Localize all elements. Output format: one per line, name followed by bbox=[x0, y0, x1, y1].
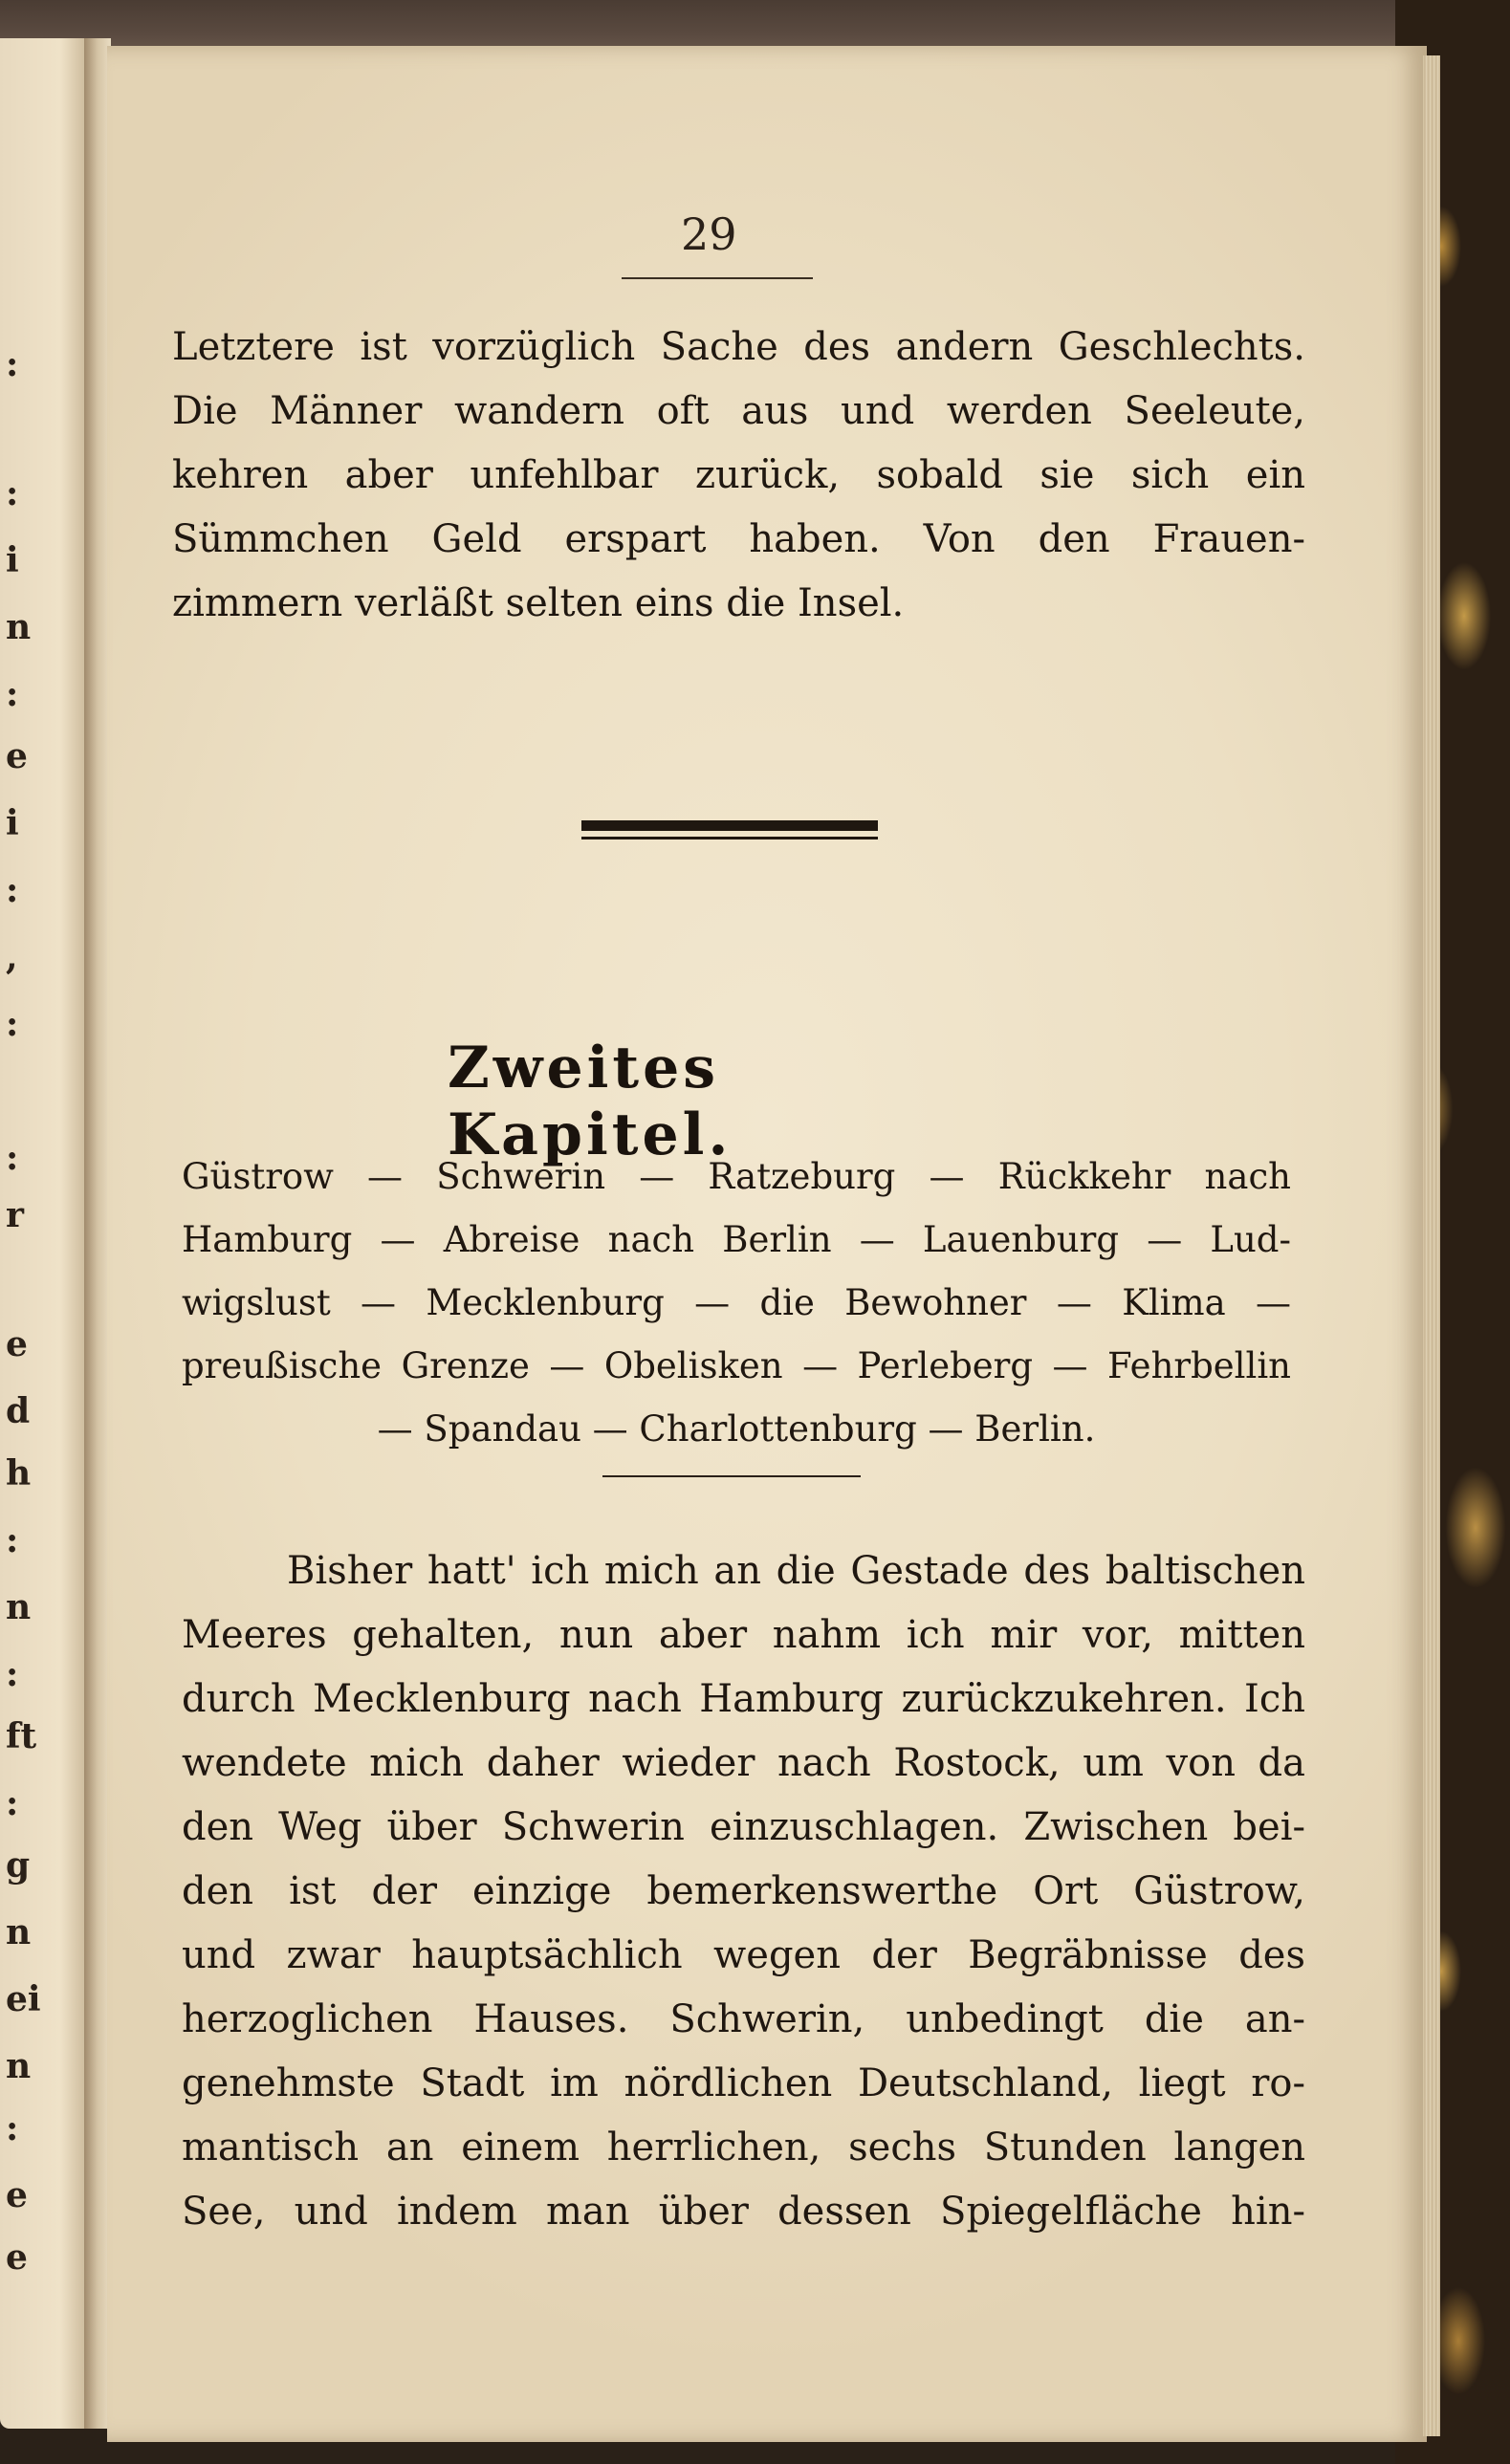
fragment: n bbox=[6, 1587, 32, 1627]
fragment: : bbox=[6, 2108, 19, 2148]
fragment: r bbox=[6, 1195, 24, 1235]
summary-line: Güstrow — Schwerin — Ratzeburg — Rückkehr nach bbox=[182, 1156, 1291, 1197]
text-line: Die Männer wandern oft aus und werden Seeleute, bbox=[172, 389, 1305, 433]
summary-line: Hamburg — Abreise nach Berlin — Lauenburg — Lud- bbox=[182, 1219, 1291, 1260]
fragment: e bbox=[6, 2237, 28, 2278]
text-line: Letztere ist vorzüglich Sache des andern Geschlechts. bbox=[172, 325, 1305, 369]
text-line: den ist der einzige bemerkenswerthe Ort Güstrow, bbox=[182, 1869, 1305, 1913]
page-edges bbox=[1423, 55, 1440, 2436]
chapter-title: Zweites Kapitel. bbox=[448, 1035, 733, 1168]
text-line: genehmste Stadt im nördlichen Deutschland, liegt ro- bbox=[182, 2061, 1305, 2105]
text-line: den Weg über Schwerin einzuschlagen. Zwischen bei- bbox=[182, 1805, 1305, 1849]
summary-line: wigslust — Mecklenburg — die Bewohner — Klima — bbox=[182, 1282, 1291, 1323]
section-rule bbox=[602, 1475, 861, 1477]
text-line: herzoglichen Hauses. Schwerin, unbedingt die an- bbox=[182, 1997, 1305, 2041]
previous-page-edge bbox=[0, 38, 86, 2429]
fragment: i bbox=[6, 540, 19, 580]
body-paragraph bbox=[182, 1539, 1305, 2244]
top-paragraph bbox=[172, 316, 1305, 636]
fragment: e bbox=[6, 1324, 28, 1364]
fragment: : bbox=[6, 1520, 19, 1560]
fragment: ft bbox=[6, 1716, 37, 1756]
fragment: : bbox=[6, 1138, 19, 1178]
fragment: e bbox=[6, 2175, 28, 2215]
summary-line: preußische Grenze — Obelisken — Perleberg — Fehrbellin bbox=[182, 1345, 1291, 1386]
text-line: Sümmchen Geld erspart haben. Von den Frauen- bbox=[172, 517, 1305, 561]
fragment: ei bbox=[6, 1979, 41, 2019]
page-number: 29 bbox=[681, 208, 737, 260]
text-line: zimmern verläßt selten eins die Insel. bbox=[172, 581, 905, 625]
fragment: : bbox=[6, 1004, 19, 1044]
text-line: kehren aber unfehlbar zurück, sobald sie sich ein bbox=[172, 453, 1305, 497]
text-line: Bisher hatt' ich mich an die Gestade des baltischen bbox=[287, 1549, 1305, 1593]
header-rule bbox=[622, 277, 813, 279]
text-line: See, und indem man über dessen Spiegelfläche hin- bbox=[182, 2190, 1305, 2234]
text-line: wendete mich daher wieder nach Rostock, um von da bbox=[182, 1741, 1305, 1785]
fragment: i bbox=[6, 803, 19, 843]
fragment: n bbox=[6, 1912, 32, 1952]
chapter-divider-thick bbox=[581, 820, 878, 831]
fragment: : bbox=[6, 1783, 19, 1823]
chapter-summary bbox=[182, 1145, 1291, 1461]
fragment: , bbox=[6, 937, 18, 977]
fragment: h bbox=[6, 1453, 32, 1494]
fragment: : bbox=[6, 344, 19, 384]
fragment: : bbox=[6, 870, 19, 910]
chapter-divider-thin bbox=[581, 837, 878, 840]
text-line: Meeres gehalten, nun aber nahm ich mir vor, mitten bbox=[182, 1613, 1305, 1657]
fragment: n bbox=[6, 607, 32, 647]
fragment: : bbox=[6, 473, 19, 513]
text-line: durch Mecklenburg nach Hamburg zurückzukehren. Ich bbox=[182, 1677, 1305, 1721]
fragment: d bbox=[6, 1391, 31, 1431]
text-line: und zwar hauptsächlich wegen der Begräbnisse des bbox=[182, 1933, 1305, 1977]
fragment: e bbox=[6, 736, 28, 776]
summary-line: — Spandau — Charlottenburg — Berlin. bbox=[377, 1408, 1096, 1450]
text-line: mantisch an einem herrlichen, sechs Stunden langen bbox=[182, 2126, 1305, 2170]
fragment: g bbox=[6, 1845, 31, 1886]
fragment: : bbox=[6, 1654, 19, 1694]
fragment: : bbox=[6, 674, 19, 714]
fragment: n bbox=[6, 2046, 32, 2086]
